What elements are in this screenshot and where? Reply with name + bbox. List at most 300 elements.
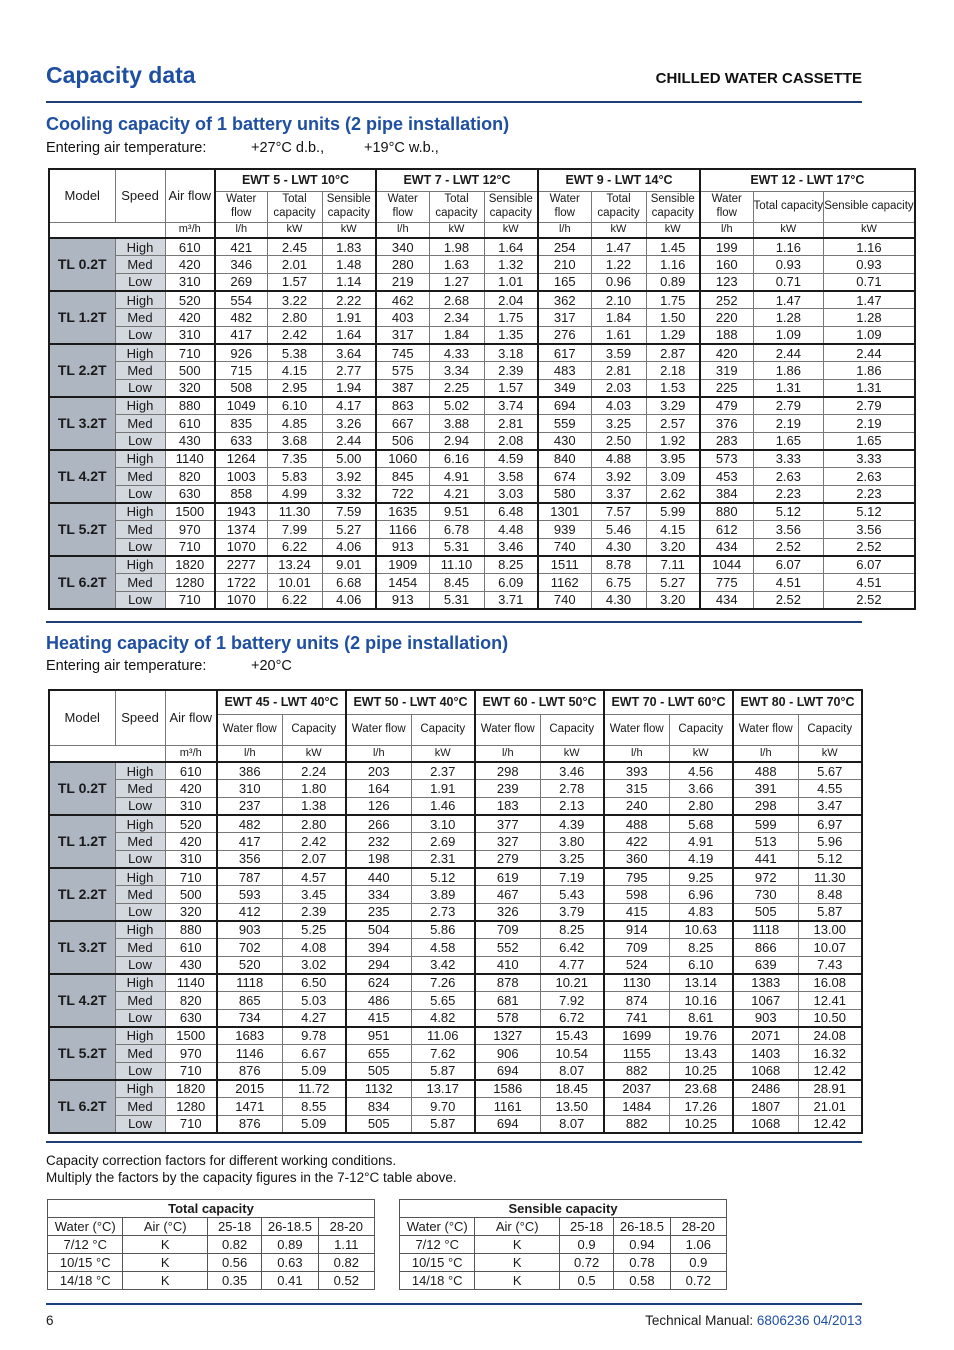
value-cell: 346 [215, 256, 267, 274]
cf-cell: 0.9 [559, 1236, 613, 1254]
value-cell: 4.58 [411, 939, 475, 957]
cf-header: Air (°C) [123, 1218, 208, 1236]
value-cell: 866 [733, 939, 798, 957]
airflow-value: 1500 [165, 1027, 217, 1045]
table-row [49, 362, 915, 380]
value-cell: 1146 [217, 1045, 282, 1063]
value-cell: 5.68 [669, 815, 733, 833]
value-cell: 219 [376, 273, 429, 291]
value-cell: 1.46 [411, 797, 475, 815]
value-cell: 1155 [604, 1045, 669, 1063]
table-row [49, 238, 915, 256]
ewt-group-header: EWT 12 - LWT 17°C [700, 169, 915, 191]
value-cell: 674 [538, 468, 591, 486]
speed-cell: Med [115, 1045, 165, 1063]
value-cell: 1003 [215, 468, 267, 486]
value-cell: 5.43 [540, 886, 604, 904]
value-cell: 1.86 [824, 362, 915, 380]
value-cell: 1.47 [753, 291, 824, 309]
value-cell: 3.37 [591, 485, 646, 503]
value-cell: 2.52 [824, 538, 915, 556]
value-cell: 1.50 [646, 309, 700, 327]
table-row [49, 573, 915, 591]
value-cell: 7.35 [267, 450, 322, 468]
value-cell: 3.18 [484, 344, 538, 362]
value-cell: 2.24 [282, 762, 346, 780]
value-cell: 709 [475, 921, 540, 939]
value-cell: 694 [475, 1115, 540, 1133]
value-cell: 1.47 [824, 291, 915, 309]
value-cell: 4.33 [429, 344, 484, 362]
speed-cell: High [115, 344, 165, 362]
value-cell: 1.91 [322, 309, 376, 327]
value-cell: 1.57 [267, 273, 322, 291]
airflow-value: 1280 [165, 1097, 217, 1115]
value-cell: 7.57 [591, 503, 646, 521]
value-cell: 3.45 [282, 886, 346, 904]
value-cell: 4.51 [753, 573, 824, 591]
speed-cell: Low [115, 485, 165, 503]
value-cell: 6.50 [282, 974, 346, 992]
airflow-header: Air flow [165, 169, 215, 222]
value-cell: 4.91 [669, 833, 733, 851]
value-cell: 3.89 [411, 886, 475, 904]
speed-cell: Med [115, 256, 165, 274]
value-cell: 2.77 [322, 362, 376, 380]
value-cell: 403 [376, 309, 429, 327]
value-cell: 4.15 [646, 521, 700, 539]
value-cell: 863 [376, 397, 429, 415]
value-cell: 7.59 [322, 503, 376, 521]
value-cell: 13.14 [669, 974, 733, 992]
value-cell: 232 [346, 833, 411, 851]
value-cell: 188 [700, 326, 753, 344]
value-cell: 795 [604, 868, 669, 886]
value-cell: 11.30 [267, 503, 322, 521]
value-cell: 13.43 [669, 1045, 733, 1063]
value-cell: 3.32 [322, 485, 376, 503]
value-cell: 513 [733, 833, 798, 851]
value-cell: 1.75 [646, 291, 700, 309]
value-cell: 2.73 [411, 903, 475, 921]
value-cell: 4.03 [591, 397, 646, 415]
value-cell: 1.38 [282, 797, 346, 815]
value-cell: 3.46 [484, 538, 538, 556]
table-row [49, 591, 915, 609]
value-cell: 1.65 [753, 432, 824, 450]
table-row [49, 833, 862, 851]
manual-code: 6806236 04/2013 [756, 1313, 862, 1328]
cf-cell: K [123, 1236, 208, 1254]
value-cell: 387 [376, 379, 429, 397]
airflow-value: 1500 [165, 503, 215, 521]
value-cell: 2.94 [429, 432, 484, 450]
value-cell: 1586 [475, 1080, 540, 1098]
value-cell: 441 [733, 850, 798, 868]
cooling-cond-label: Entering air temperature: [46, 140, 207, 156]
unit-cell: kW [669, 745, 733, 762]
value-cell: 220 [700, 309, 753, 327]
sub-header: Capacity [282, 714, 346, 745]
sub-header: Water flow [604, 714, 669, 745]
value-cell: 28.91 [798, 1080, 862, 1098]
value-cell: 5.65 [411, 992, 475, 1010]
value-cell: 319 [700, 362, 753, 380]
value-cell: 8.07 [540, 1115, 604, 1133]
value-cell: 580 [538, 485, 591, 503]
value-cell: 865 [217, 992, 282, 1010]
value-cell: 5.86 [411, 921, 475, 939]
cf-header: Water (°C) [400, 1218, 475, 1236]
table-row [49, 850, 862, 868]
value-cell: 1.22 [591, 256, 646, 274]
airflow-value: 500 [165, 362, 215, 380]
value-cell: 4.17 [322, 397, 376, 415]
value-cell: 4.06 [322, 538, 376, 556]
speed-cell: High [115, 868, 165, 886]
cf-header: 26-18.5 [614, 1218, 670, 1236]
table-row [49, 1097, 862, 1115]
value-cell: 722 [376, 485, 429, 503]
value-cell: 1383 [733, 974, 798, 992]
airflow-value: 1140 [165, 450, 215, 468]
value-cell: 1699 [604, 1027, 669, 1045]
cf-cell: 0.9 [670, 1254, 726, 1272]
value-cell: 3.59 [591, 344, 646, 362]
cf-header: 25-18 [207, 1218, 261, 1236]
value-cell: 3.22 [267, 291, 322, 309]
airflow-value: 310 [165, 326, 215, 344]
value-cell: 3.88 [429, 415, 484, 433]
speed-cell: Low [115, 956, 165, 974]
model-header: Model [49, 169, 115, 222]
value-cell: 3.29 [646, 397, 700, 415]
speed-cell: High [115, 238, 165, 256]
unit-cell: l/h [217, 745, 282, 762]
airflow-value: 710 [165, 1062, 217, 1080]
value-cell: 394 [346, 939, 411, 957]
value-cell: 730 [733, 886, 798, 904]
value-cell: 1.16 [753, 238, 824, 256]
unit-cell: kW [591, 222, 646, 238]
speed-cell: High [115, 556, 165, 574]
table-row [49, 939, 862, 957]
value-cell: 5.27 [646, 573, 700, 591]
speed-cell: Low [115, 797, 165, 815]
page-title: Capacity data [46, 62, 196, 88]
cooling-cond-wb: +19°C w.b., [364, 140, 439, 156]
cf-header: 26-18.5 [262, 1218, 318, 1236]
value-cell: 1454 [376, 573, 429, 591]
value-cell: 3.03 [484, 485, 538, 503]
value-cell: 3.71 [484, 591, 538, 609]
value-cell: 21.01 [798, 1097, 862, 1115]
model-name: TL 3.2T [49, 397, 115, 450]
value-cell: 598 [604, 886, 669, 904]
speed-cell: Low [115, 379, 165, 397]
table-row [48, 1254, 375, 1272]
speed-cell: Med [115, 521, 165, 539]
value-cell: 276 [538, 326, 591, 344]
value-cell: 1.09 [824, 326, 915, 344]
value-cell: 6.09 [484, 573, 538, 591]
value-cell: 2.19 [824, 415, 915, 433]
value-cell: 1049 [215, 397, 267, 415]
value-cell: 12.42 [798, 1062, 862, 1080]
airflow-value: 630 [165, 1009, 217, 1027]
unit-cell: kW [824, 222, 915, 238]
cf-cell: 7/12 °C [48, 1236, 123, 1254]
speed-cell: Med [115, 362, 165, 380]
sub-header: Water flow [376, 191, 429, 222]
value-cell: 9.25 [669, 868, 733, 886]
value-cell: 3.34 [429, 362, 484, 380]
value-cell: 972 [733, 868, 798, 886]
speed-cell: High [115, 450, 165, 468]
value-cell: 694 [475, 1062, 540, 1080]
table-row [49, 485, 915, 503]
value-cell: 840 [538, 450, 591, 468]
unit-cell: l/h [346, 745, 411, 762]
value-cell: 3.92 [322, 468, 376, 486]
value-cell: 2.87 [646, 344, 700, 362]
value-cell: 2.80 [669, 797, 733, 815]
value-cell: 1044 [700, 556, 753, 574]
value-cell: 5.09 [282, 1115, 346, 1133]
table-row [49, 1009, 862, 1027]
value-cell: 2.79 [824, 397, 915, 415]
airflow-value: 710 [165, 868, 217, 886]
value-cell: 19.76 [669, 1027, 733, 1045]
airflow-value: 1280 [165, 573, 215, 591]
model-name: TL 1.2T [49, 815, 115, 868]
value-cell: 3.58 [484, 468, 538, 486]
value-cell: 1.86 [753, 362, 824, 380]
value-cell: 2.45 [267, 238, 322, 256]
speed-cell: High [115, 1027, 165, 1045]
value-cell: 10.01 [267, 573, 322, 591]
value-cell: 462 [376, 291, 429, 309]
value-cell: 340 [376, 238, 429, 256]
value-cell: 1.84 [429, 326, 484, 344]
airflow-value: 320 [165, 903, 217, 921]
value-cell: 1.94 [322, 379, 376, 397]
value-cell: 4.30 [591, 538, 646, 556]
cf-cell: 14/18 °C [400, 1272, 475, 1290]
unit-cell: kW [753, 222, 824, 238]
value-cell: 5.00 [322, 450, 376, 468]
value-cell: 3.33 [753, 450, 824, 468]
value-cell: 8.25 [669, 939, 733, 957]
value-cell: 269 [215, 273, 267, 291]
cf-header: 28-20 [670, 1218, 726, 1236]
value-cell: 2.13 [540, 797, 604, 815]
value-cell: 2.95 [267, 379, 322, 397]
model-name: TL 5.2T [49, 503, 115, 556]
airflow-value: 610 [165, 415, 215, 433]
value-cell: 1327 [475, 1027, 540, 1045]
value-cell: 283 [700, 432, 753, 450]
value-cell: 1264 [215, 450, 267, 468]
value-cell: 8.25 [540, 921, 604, 939]
value-cell: 639 [733, 956, 798, 974]
cf-cell: 0.82 [207, 1236, 261, 1254]
value-cell: 1374 [215, 521, 267, 539]
ewt-group-header: EWT 7 - LWT 12°C [376, 169, 538, 191]
value-cell: 356 [217, 850, 282, 868]
value-cell: 1.31 [824, 379, 915, 397]
cf-cell: 0.41 [262, 1272, 318, 1290]
value-cell: 2.01 [267, 256, 322, 274]
value-cell: 1.28 [753, 309, 824, 327]
table-row [49, 309, 915, 327]
value-cell: 835 [215, 415, 267, 433]
value-cell: 1068 [733, 1115, 798, 1133]
value-cell: 8.07 [540, 1062, 604, 1080]
value-cell: 4.82 [411, 1009, 475, 1027]
value-cell: 7.19 [540, 868, 604, 886]
value-cell: 1166 [376, 521, 429, 539]
cf-cell: K [475, 1254, 560, 1272]
value-cell: 6.22 [267, 538, 322, 556]
value-cell: 1.63 [429, 256, 484, 274]
value-cell: 2.39 [484, 362, 538, 380]
value-cell: 5.02 [429, 397, 484, 415]
value-cell: 467 [475, 886, 540, 904]
cf-title: Sensible capacity [400, 1200, 727, 1218]
value-cell: 2.81 [591, 362, 646, 380]
table-row [49, 886, 862, 904]
value-cell: 5.09 [282, 1062, 346, 1080]
value-cell: 2.42 [282, 833, 346, 851]
value-cell: 203 [346, 762, 411, 780]
value-cell: 1.48 [322, 256, 376, 274]
value-cell: 415 [346, 1009, 411, 1027]
model-name: TL 4.2T [49, 974, 115, 1027]
sub-header: Water flow [217, 714, 282, 745]
value-cell: 310 [217, 780, 282, 798]
cf-cell: 0.72 [670, 1272, 726, 1290]
sub-header: Total capacity [753, 191, 824, 222]
value-cell: 237 [217, 797, 282, 815]
manual-reference [645, 1313, 862, 1328]
value-cell: 10.63 [669, 921, 733, 939]
value-cell: 878 [475, 974, 540, 992]
value-cell: 0.71 [753, 273, 824, 291]
airflow-value: 520 [165, 291, 215, 309]
value-cell: 5.67 [798, 762, 862, 780]
airflow-value: 710 [165, 1115, 217, 1133]
value-cell: 1.53 [646, 379, 700, 397]
value-cell: 6.07 [824, 556, 915, 574]
value-cell: 880 [700, 503, 753, 521]
sub-header: Water flow [475, 714, 540, 745]
unit-cell: l/h [733, 745, 798, 762]
airflow-value: 320 [165, 379, 215, 397]
value-cell: 4.91 [429, 468, 484, 486]
value-cell: 2.19 [753, 415, 824, 433]
table-row [49, 762, 862, 780]
unit-cell: kW [411, 745, 475, 762]
value-cell: 573 [700, 450, 753, 468]
value-cell: 2.03 [591, 379, 646, 397]
value-cell: 4.59 [484, 450, 538, 468]
value-cell: 3.20 [646, 591, 700, 609]
airflow-value: 420 [165, 256, 215, 274]
airflow-value: 430 [165, 432, 215, 450]
cf-cell: 0.52 [318, 1272, 374, 1290]
value-cell: 384 [700, 485, 753, 503]
value-cell: 2277 [215, 556, 267, 574]
model-header: Model [49, 690, 115, 745]
model-name: TL 2.2T [49, 868, 115, 921]
value-cell: 4.21 [429, 485, 484, 503]
value-cell: 655 [346, 1045, 411, 1063]
table-row [49, 344, 915, 362]
value-cell: 160 [700, 256, 753, 274]
value-cell: 5.99 [646, 503, 700, 521]
airflow-value: 710 [165, 591, 215, 609]
value-cell: 3.46 [540, 762, 604, 780]
value-cell: 2.44 [753, 344, 824, 362]
value-cell: 8.78 [591, 556, 646, 574]
value-cell: 3.95 [646, 450, 700, 468]
speed-cell: Med [115, 573, 165, 591]
value-cell: 5.87 [411, 1062, 475, 1080]
value-cell: 165 [538, 273, 591, 291]
ewt-group-header: EWT 60 - LWT 50°C [475, 690, 604, 714]
value-cell: 16.08 [798, 974, 862, 992]
value-cell: 5.31 [429, 538, 484, 556]
speed-cell: Med [115, 833, 165, 851]
cf-cell: 0.78 [614, 1254, 670, 1272]
value-cell: 2.18 [646, 362, 700, 380]
value-cell: 1.27 [429, 273, 484, 291]
model-name: TL 0.2T [49, 238, 115, 291]
ewt-group-header: EWT 5 - LWT 10°C [215, 169, 376, 191]
airflow-value: 1820 [165, 556, 215, 574]
airflow-header: Air flow [165, 690, 217, 745]
value-cell: 4.48 [484, 521, 538, 539]
value-cell: 2.63 [824, 468, 915, 486]
value-cell: 10.21 [540, 974, 604, 992]
value-cell: 505 [346, 1115, 411, 1133]
value-cell: 575 [376, 362, 429, 380]
value-cell: 4.57 [282, 868, 346, 886]
value-cell: 2.57 [646, 415, 700, 433]
value-cell: 1.29 [646, 326, 700, 344]
value-cell: 488 [604, 815, 669, 833]
heating-cond-temp: +20°C [251, 658, 292, 674]
value-cell: 412 [217, 903, 282, 921]
value-cell: 12.42 [798, 1115, 862, 1133]
value-cell: 734 [217, 1009, 282, 1027]
airflow-value: 310 [165, 273, 215, 291]
value-cell: 3.56 [753, 521, 824, 539]
value-cell: 624 [346, 974, 411, 992]
value-cell: 479 [700, 397, 753, 415]
value-cell: 593 [217, 886, 282, 904]
value-cell: 914 [604, 921, 669, 939]
value-cell: 2.08 [484, 432, 538, 450]
cf-cell: K [123, 1272, 208, 1290]
value-cell: 252 [700, 291, 753, 309]
value-cell: 6.75 [591, 573, 646, 591]
value-cell: 1118 [733, 921, 798, 939]
value-cell: 6.10 [669, 956, 733, 974]
unit-cell: l/h [215, 222, 267, 238]
value-cell: 4.77 [540, 956, 604, 974]
